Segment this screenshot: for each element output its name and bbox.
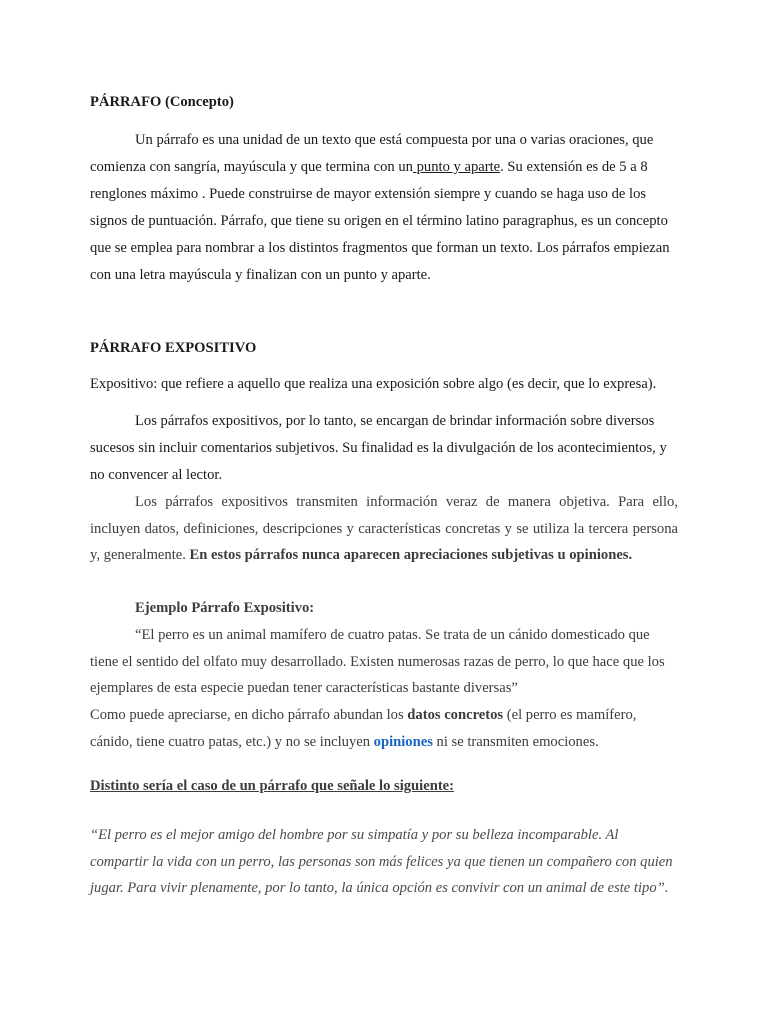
analysis-text-2: (el perro es mamífero, cánido, tiene cuatro patas, etc.) y no se incluyen	[90, 707, 637, 750]
section-title-concepto: PÁRRAFO (Concepto)	[90, 94, 234, 110]
analysis-paragraph	[90, 702, 678, 755]
paragraph-expositivo-2-bold: En estos párrafos nunca aparecen apreciaciones subjetivas u opiniones.	[189, 547, 633, 563]
analysis-text-3: ni se transmiten emociones.	[432, 733, 599, 750]
opiniones-link[interactable]: opiniones	[373, 733, 433, 750]
example-quote: “El perro es un animal mamífero de cuatro patas. Se trata de un cánido domesticado que tiene el sentido del olfato muy desarrollado. Existen numerosas razas de perro, lo que hace que los ejemplares de esta especie puedan tener características bastante diversas”	[90, 627, 665, 696]
definition-expositivo: Expositivo: que refiere a aquello que realiza una exposición sobre algo (es decir, que lo expresa).	[90, 376, 657, 392]
paragraph-expositivo-2	[90, 489, 678, 569]
paragraph-concept	[90, 127, 678, 289]
datos-concretos-bold: datos concretos	[407, 707, 504, 723]
paragraph-concept-text-2: . Su extensión es de 5 a 8 renglones máximo . Puede construirse de mayor extensión siempre y cuando se haga uso de los signos de puntuación. Párrafo, que tiene su origen en el término latino paragraphus, es un concepto que se emplea para nombrar a los distintos fragmentos que forman un texto. Los párrafos empiezan con una letra mayúscula y finalizan con un punto y aparte.	[90, 159, 670, 283]
contrast-heading: Distinto sería el caso de un párrafo que señale lo siguiente:	[90, 778, 455, 794]
analysis-text-1: Como puede apreciarse, en dicho párrafo abundan los	[90, 707, 408, 723]
example-title: Ejemplo Párrafo Expositivo:	[135, 600, 315, 616]
paragraph-expositivo-1: Los párrafos expositivos, por lo tanto, se encargan de brindar información sobre diversos sucesos sin incluir comentarios subjetivos. Su finalidad es la divulgación de los acontecimientos, y no convencer al lector.	[90, 413, 667, 483]
paragraph-concept-text-1: Un párrafo es una unidad de un texto que está compuesta por una o varias oraciones, que comienza con sangría, mayúscula y que termina con un	[90, 132, 654, 175]
contrast-quote: “El perro es el mejor amigo del hombre por su simpatía y por su belleza incomparable. Al compartir la vida con un perro, las personas son más felices ya que tienen un compañero con quien jugar. Para vivir plenamente, por lo tanto, la única opción es convivir con un animal de este tipo”.	[90, 827, 673, 896]
paragraph-expositivo-2-text: Los párrafos expositivos transmiten información veraz de manera objetiva. Para ello, incluyen datos, definiciones, descripciones y características concretas y se utiliza la tercera persona y, generalmente.	[90, 494, 678, 563]
section-title-expositivo: PÁRRAFO EXPOSITIVO	[90, 340, 257, 356]
punto-y-aparte-underlined: punto y aparte	[412, 159, 501, 175]
